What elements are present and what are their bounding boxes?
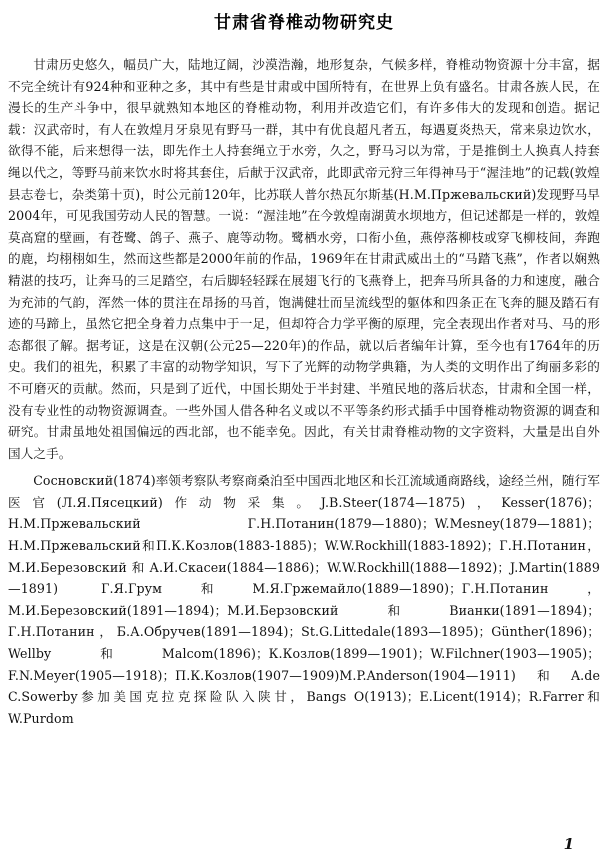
paragraph-expeditions: Сосновский(1874)率领考察队考察商桑泊至中国西北地区和长江流域通商路线，途经兰州，随行军医官(Л.Я.Пясецкий)作动物采集。J.B.Steer(1874—1875)，Kesser(1876)；Н.М.Пржевальский Г.Н.Потанин(1879—1880)；W.Mesney(1879—1881)；Н.М.Пржевальский和П.К.Козлов(1883-1885)；W.W.Rockhill(1883-1892)；Г.Н.Потанин，М.И.Березовский和А.И.Скасеи(1884—1886)；W.W.Rockhill(1888—1892)；J.Martin(1889—1891) Г.Я.Грум和М.Я.Гржемайло(1889—1890)；Г.Н.Потанин，М.И.Березовский(1891—1894)；М.И.Берзовский和Вианки(1891—1894)；Г.Н.Потанин，Б.А.Обручев(1891—1894)；St.G.Littedale(1893—1895)；Günther(1896)；Wellby和Malcom(1896)；К.Козлов(1899—1901)；W.Filchner(1903—1905)；F.N.Meyer(1905—1918)；П.К.Козлов(1907—1909)M.P.Anderson(1904—1911)和A.de C.Sowerby参加美国克拉克探险队入陕甘，Bangs O(1913)；E.Licent(1914)；R.Farrer和W.Purdom — [8, 473, 600, 726]
paragraph-history: 甘肃历史悠久，幅员广大，陆地辽阔，沙漠浩瀚，地形复杂，气候多样，脊椎动物资源十分丰富，据不完全统计有924种和亚种之多，其中有些是甘肃或中国所特有，在世界上负有盛名。甘肃各族人民，在漫长的生产斗争中，很早就熟知本地区的脊椎动物，利用并改造它们，有许多伟大的发现和创造。据记载：汉武帝时，有人在敦煌月牙泉见有野马一群，其中有优良超凡者五，每遇夏炎热天，常来泉边饮水，欲得不能，后来想得一法，即先作土人持套绳立于水旁，久之，野马习以为常，于是推倒土人换真人持套绳以代之，等野马前来饮水时将其套住，后献于汉武帝，此即武帝元狩三年得神马于“渥洼地”的记载(敦煌县志卷七，杂类第十页)，时公元前120年，比苏联人普尔热瓦尔斯基(H.M.Пржевальский)发现野马早2004年，可见我国劳动人民的智慧。一说：“渥洼地”在今敦煌南湖黄水坝地方，但记述都是一样的，敦煌莫高窟的壁画，有苍鹭、鸽子、燕子、鹿等动物。鹭栖水旁，口衔小鱼，燕停落柳枝或穿飞柳枝间，奔跑的鹿，均栩栩如生，然而这些都是2000年前的作品，1969年在甘肃武威出土的“马踏飞燕”，作者以娴熟精湛的技巧，让奔马的三足踏空，右后脚轻轻踩在展翅飞行的飞燕脊上，把奔马所具备的力和速度，融合为充沛的气韵，浑然一体的贯注在昂扬的马首，饱满健壮而呈流线型的躯体和四条正在飞奔的腿及踏石有迹的马蹄上，虽然它把全身着力点集中于一足，但却符合力学平衡的原理，完全表现出作者对马、马的形态都很了解。据考证，这是在汉朝(公元25—220年)的作品，就以后者编年计算，至今也有1764年的历史。我们的祖先，积累了丰富的动物学知识，写下了光辉的动物学典籍，为人类的文明作出了绚丽多彩的不可磨灭的贡献。然而，只是到了近代，中国长期处于半封建、半殖民地的落后状态，甘肃和全国一样，没有专业性的动物资源调查。一些外国人借各种名义或以不平等条约形式插手中国脊椎动物资源的调查和研究。甘肃虽地处祖国偏远的西北部，也不能幸免。因此，有关甘肃脊椎动物的文字资料，大量是出自外国人之手。 — [8, 57, 600, 461]
body-text — [8, 54, 600, 729]
page-title: 甘肃省脊椎动物研究史 — [214, 13, 394, 33]
page-number: 1 — [563, 835, 574, 853]
